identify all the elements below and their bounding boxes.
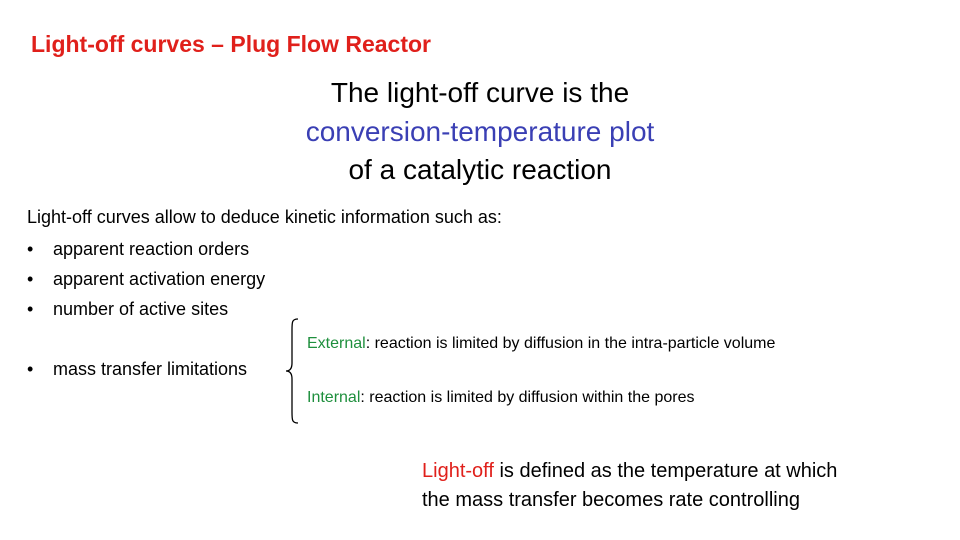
mass-transfer-label: mass transfer limitations [53,359,248,379]
external-limitation [307,335,775,353]
note-term: Light-off [422,460,494,482]
bullet-icon: • [27,269,34,289]
kinetic-info-list [27,237,265,327]
external-term: External [307,335,366,352]
internal-description: : reaction is limited by diffusion within the pores [360,389,695,406]
curly-brace-icon [284,318,300,424]
mass-transfer-item [27,357,247,381]
note-line-1 [422,457,837,486]
list-item [27,267,265,297]
list-item-text: number of active sites [53,299,229,319]
list-item [27,297,265,327]
internal-term: Internal [307,389,361,406]
bullet-icon: • [27,359,34,379]
bullet-icon: • [27,299,34,319]
bullet-icon: • [27,239,34,259]
slide-title: Light-off curves – Plug Flow Reactor [31,31,431,57]
internal-limitation [307,389,694,407]
definition-line-2: conversion-temperature plot [305,115,655,147]
definition-block [230,74,730,190]
definition-line-1: The light-off curve is the [330,77,630,108]
light-off-note [422,457,837,515]
external-description: : reaction is limited by diffusion in the intra-particle volume [365,335,776,352]
list-item-text: apparent activation energy [53,269,266,289]
note-line-2: the mass transfer becomes rate controlling [422,489,800,511]
note-line-1-rest: is defined as the temperature at which [493,460,838,482]
list-item [27,237,265,267]
list-item-text: apparent reaction orders [53,239,250,259]
intro-text: Light-off curves allow to deduce kinetic information such as: [27,207,502,227]
definition-line-3: of a catalytic reaction [348,154,612,185]
